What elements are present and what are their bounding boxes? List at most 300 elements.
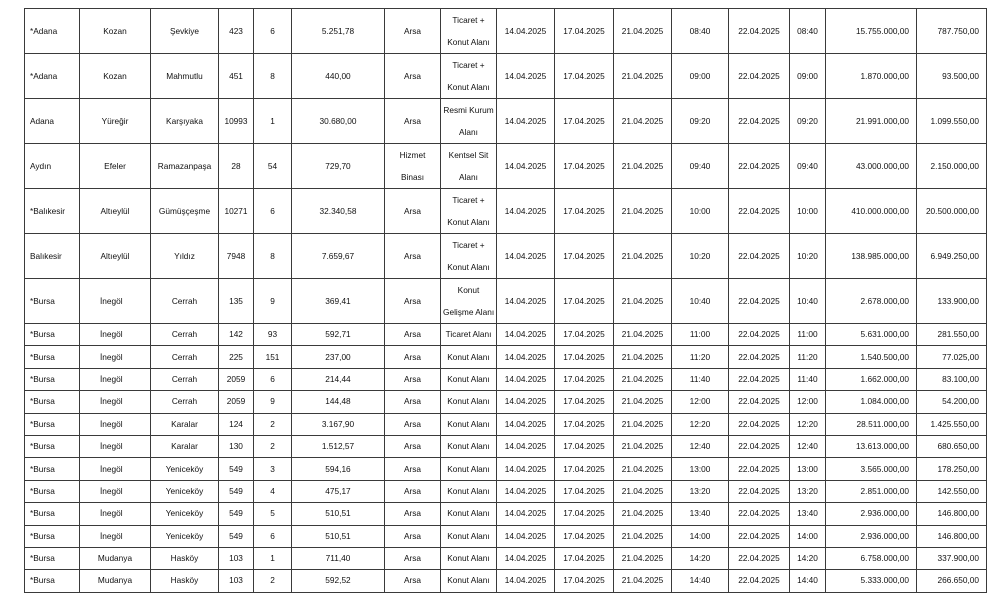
date2-cell: 17.04.2025	[555, 234, 614, 279]
date3-cell: 21.04.2025	[614, 570, 672, 592]
neighborhood-cell: Yeniceköy	[151, 458, 219, 480]
type-line: Binası	[400, 172, 425, 182]
date2-cell: 17.04.2025	[555, 54, 614, 99]
price-cell: 43.000.000,00	[826, 144, 917, 189]
parcel-cell: 93	[254, 324, 292, 346]
district-cell: İnegöl	[80, 503, 151, 525]
parcel-cell: 2	[254, 413, 292, 435]
date1-cell: 14.04.2025	[497, 346, 555, 368]
property-type-cell: Arsa	[385, 525, 441, 547]
deposit-cell: 178.250,00	[917, 458, 987, 480]
block-cell: 28	[219, 144, 254, 189]
zoning-line: Konut Alanı	[447, 553, 490, 564]
date2-cell: 17.04.2025	[555, 9, 614, 54]
city-cell: Balıkesir	[25, 234, 80, 279]
price-cell: 138.985.000,00	[826, 234, 917, 279]
block-cell: 549	[219, 458, 254, 480]
neighborhood-cell: Hasköy	[151, 570, 219, 592]
date3-cell: 21.04.2025	[614, 480, 672, 502]
area-cell: 729,70	[292, 144, 385, 189]
zoning-line: Konut Alanı	[447, 37, 490, 47]
block-cell: 103	[219, 547, 254, 569]
time1-cell: 08:40	[672, 9, 729, 54]
auction-date-cell: 22.04.2025	[729, 324, 790, 346]
zoning-line: Alanı	[459, 127, 478, 137]
table-row	[25, 570, 987, 592]
zoning-line: Konut Alanı	[447, 351, 490, 362]
deposit-cell: 1.099.550,00	[917, 99, 987, 144]
neighborhood-cell: Cerrah	[151, 324, 219, 346]
block-cell: 2059	[219, 368, 254, 390]
time1-cell: 11:40	[672, 368, 729, 390]
table-row	[25, 324, 987, 346]
table-row	[25, 547, 987, 569]
parcel-cell: 3	[254, 458, 292, 480]
zoning-line: Konut Alanı	[447, 508, 490, 519]
time1-cell: 14:40	[672, 570, 729, 592]
date2-cell: 17.04.2025	[555, 547, 614, 569]
price-cell: 28.511.000,00	[826, 413, 917, 435]
auction-date-cell: 22.04.2025	[729, 413, 790, 435]
deposit-cell: 266.650,00	[917, 570, 987, 592]
table-body	[25, 9, 987, 593]
district-cell: İnegöl	[80, 525, 151, 547]
date1-cell: 14.04.2025	[497, 279, 555, 324]
area-cell: 32.340,58	[292, 189, 385, 234]
zoning-line: Ticaret +	[452, 195, 485, 205]
block-cell: 549	[219, 503, 254, 525]
deposit-cell: 337.900,00	[917, 547, 987, 569]
auction-date-cell: 22.04.2025	[729, 570, 790, 592]
block-cell: 103	[219, 570, 254, 592]
zoning-cell	[441, 368, 497, 390]
zoning-cell	[441, 413, 497, 435]
date2-cell: 17.04.2025	[555, 391, 614, 413]
block-cell: 549	[219, 480, 254, 502]
auction-time-cell: 08:40	[790, 9, 826, 54]
time1-cell: 11:20	[672, 346, 729, 368]
property-type-cell: Arsa	[385, 346, 441, 368]
parcel-cell: 151	[254, 346, 292, 368]
date3-cell: 21.04.2025	[614, 189, 672, 234]
block-cell: 423	[219, 9, 254, 54]
zoning-line: Konut Alanı	[447, 530, 490, 541]
date2-cell: 17.04.2025	[555, 368, 614, 390]
block-cell: 124	[219, 413, 254, 435]
area-cell: 237,00	[292, 346, 385, 368]
auction-time-cell: 12:00	[790, 391, 826, 413]
zoning-line: Konut Alanı	[447, 485, 490, 496]
zoning-cell	[441, 547, 497, 569]
date2-cell: 17.04.2025	[555, 279, 614, 324]
zoning-line: Ticaret Alanı	[445, 329, 492, 340]
property-type-cell	[385, 144, 441, 189]
auction-date-cell: 22.04.2025	[729, 9, 790, 54]
auction-time-cell: 10:00	[790, 189, 826, 234]
table-row	[25, 234, 987, 279]
price-cell: 3.565.000,00	[826, 458, 917, 480]
date2-cell: 17.04.2025	[555, 99, 614, 144]
date2-cell: 17.04.2025	[555, 480, 614, 502]
date1-cell: 14.04.2025	[497, 54, 555, 99]
neighborhood-cell: Yeniceköy	[151, 503, 219, 525]
auction-time-cell: 10:40	[790, 279, 826, 324]
zoning-cell	[441, 99, 497, 144]
zoning-line: Resmi Kurum	[443, 105, 494, 115]
zoning-line: Alanı	[459, 172, 478, 182]
zoning-line: Konut	[457, 285, 480, 295]
time1-cell: 12:40	[672, 435, 729, 457]
price-cell: 1.870.000,00	[826, 54, 917, 99]
price-cell: 21.991.000,00	[826, 99, 917, 144]
deposit-cell: 83.100,00	[917, 368, 987, 390]
table-row	[25, 346, 987, 368]
zoning-cell	[441, 391, 497, 413]
parcel-cell: 54	[254, 144, 292, 189]
district-cell: İnegöl	[80, 368, 151, 390]
date1-cell: 14.04.2025	[497, 547, 555, 569]
district-cell: İnegöl	[80, 413, 151, 435]
zoning-line: Konut Alanı	[447, 463, 490, 474]
parcel-cell: 9	[254, 391, 292, 413]
block-cell: 135	[219, 279, 254, 324]
auction-time-cell: 09:00	[790, 54, 826, 99]
date2-cell: 17.04.2025	[555, 458, 614, 480]
zoning-line: Konut Alanı	[447, 441, 490, 452]
price-cell: 1.540.500,00	[826, 346, 917, 368]
table-row	[25, 368, 987, 390]
table-row	[25, 144, 987, 189]
auction-date-cell: 22.04.2025	[729, 234, 790, 279]
district-cell: İnegöl	[80, 391, 151, 413]
auction-date-cell: 22.04.2025	[729, 189, 790, 234]
date1-cell: 14.04.2025	[497, 324, 555, 346]
date3-cell: 21.04.2025	[614, 279, 672, 324]
date1-cell: 14.04.2025	[497, 413, 555, 435]
neighborhood-cell: Cerrah	[151, 346, 219, 368]
district-cell: İnegöl	[80, 458, 151, 480]
auction-date-cell: 22.04.2025	[729, 346, 790, 368]
time1-cell: 11:00	[672, 324, 729, 346]
parcel-cell: 2	[254, 435, 292, 457]
date3-cell: 21.04.2025	[614, 234, 672, 279]
auction-time-cell: 13:20	[790, 480, 826, 502]
zoning-line: Konut Alanı	[447, 262, 490, 272]
time1-cell: 14:00	[672, 525, 729, 547]
neighborhood-cell: Yeniceköy	[151, 480, 219, 502]
city-cell: *Bursa	[25, 570, 80, 592]
table-row	[25, 480, 987, 502]
date3-cell: 21.04.2025	[614, 99, 672, 144]
date3-cell: 21.04.2025	[614, 435, 672, 457]
date2-cell: 17.04.2025	[555, 570, 614, 592]
zoning-line: Gelişme Alanı	[443, 307, 495, 317]
parcel-cell: 8	[254, 54, 292, 99]
time1-cell: 12:20	[672, 413, 729, 435]
table-row	[25, 279, 987, 324]
auction-date-cell: 22.04.2025	[729, 368, 790, 390]
deposit-cell: 77.025,00	[917, 346, 987, 368]
neighborhood-cell: Karalar	[151, 435, 219, 457]
city-cell: *Balıkesir	[25, 189, 80, 234]
district-cell: İnegöl	[80, 324, 151, 346]
zoning-line: Konut Alanı	[447, 82, 490, 92]
auction-time-cell: 11:00	[790, 324, 826, 346]
parcel-cell: 8	[254, 234, 292, 279]
zoning-cell	[441, 570, 497, 592]
city-cell: *Bursa	[25, 525, 80, 547]
price-cell: 2.678.000,00	[826, 279, 917, 324]
neighborhood-cell: Cerrah	[151, 391, 219, 413]
area-cell: 144,48	[292, 391, 385, 413]
table-row	[25, 9, 987, 54]
city-cell: *Bursa	[25, 413, 80, 435]
auction-time-cell: 14:20	[790, 547, 826, 569]
property-type-cell: Arsa	[385, 503, 441, 525]
date3-cell: 21.04.2025	[614, 324, 672, 346]
date3-cell: 21.04.2025	[614, 9, 672, 54]
auction-time-cell: 13:40	[790, 503, 826, 525]
deposit-cell: 6.949.250,00	[917, 234, 987, 279]
auction-date-cell: 22.04.2025	[729, 547, 790, 569]
deposit-cell: 787.750,00	[917, 9, 987, 54]
city-cell: *Bursa	[25, 435, 80, 457]
neighborhood-cell: Yıldız	[151, 234, 219, 279]
date3-cell: 21.04.2025	[614, 503, 672, 525]
auction-time-cell: 13:00	[790, 458, 826, 480]
zoning-cell	[441, 346, 497, 368]
date1-cell: 14.04.2025	[497, 480, 555, 502]
date1-cell: 14.04.2025	[497, 234, 555, 279]
property-type-cell: Arsa	[385, 458, 441, 480]
zoning-line: Konut Alanı	[447, 396, 490, 407]
deposit-cell: 133.900,00	[917, 279, 987, 324]
price-cell: 410.000.000,00	[826, 189, 917, 234]
property-type-cell: Arsa	[385, 324, 441, 346]
city-cell: *Bursa	[25, 503, 80, 525]
price-cell: 6.758.000,00	[826, 547, 917, 569]
city-cell: *Bursa	[25, 480, 80, 502]
date1-cell: 14.04.2025	[497, 458, 555, 480]
date2-cell: 17.04.2025	[555, 189, 614, 234]
auction-date-cell: 22.04.2025	[729, 279, 790, 324]
area-cell: 440,00	[292, 54, 385, 99]
date3-cell: 21.04.2025	[614, 346, 672, 368]
date2-cell: 17.04.2025	[555, 324, 614, 346]
zoning-line: Konut Alanı	[447, 575, 490, 586]
table-row	[25, 54, 987, 99]
auction-date-cell: 22.04.2025	[729, 99, 790, 144]
area-cell: 7.659,67	[292, 234, 385, 279]
price-cell: 1.084.000,00	[826, 391, 917, 413]
neighborhood-cell: Gümüşçeşme	[151, 189, 219, 234]
date3-cell: 21.04.2025	[614, 368, 672, 390]
date1-cell: 14.04.2025	[497, 503, 555, 525]
block-cell: 10993	[219, 99, 254, 144]
zoning-line: Ticaret +	[452, 240, 485, 250]
property-type-cell: Arsa	[385, 234, 441, 279]
city-cell: *Bursa	[25, 346, 80, 368]
zoning-cell	[441, 324, 497, 346]
zoning-cell	[441, 144, 497, 189]
zoning-line: Konut Alanı	[447, 217, 490, 227]
auction-table-container	[24, 8, 987, 593]
time1-cell: 09:20	[672, 99, 729, 144]
district-cell: İnegöl	[80, 346, 151, 368]
auction-date-cell: 22.04.2025	[729, 144, 790, 189]
district-cell: İnegöl	[80, 279, 151, 324]
zoning-line: Konut Alanı	[447, 418, 490, 429]
district-cell: Mudanya	[80, 547, 151, 569]
zoning-line: Kentsel Sit	[448, 150, 489, 160]
zoning-cell	[441, 458, 497, 480]
city-cell: *Bursa	[25, 391, 80, 413]
time1-cell: 10:40	[672, 279, 729, 324]
date1-cell: 14.04.2025	[497, 189, 555, 234]
time1-cell: 09:00	[672, 54, 729, 99]
zoning-cell	[441, 9, 497, 54]
city-cell: Aydın	[25, 144, 80, 189]
district-cell: İnegöl	[80, 480, 151, 502]
zoning-cell	[441, 279, 497, 324]
district-cell: Altıeylül	[80, 189, 151, 234]
table-row	[25, 435, 987, 457]
district-cell: İnegöl	[80, 435, 151, 457]
date2-cell: 17.04.2025	[555, 525, 614, 547]
price-cell: 13.613.000,00	[826, 435, 917, 457]
price-cell: 15.755.000,00	[826, 9, 917, 54]
neighborhood-cell: Ramazanpaşa	[151, 144, 219, 189]
zoning-cell	[441, 480, 497, 502]
zoning-cell	[441, 435, 497, 457]
property-type-cell: Arsa	[385, 54, 441, 99]
district-cell: Mudanya	[80, 570, 151, 592]
date3-cell: 21.04.2025	[614, 54, 672, 99]
price-cell: 5.333.000,00	[826, 570, 917, 592]
parcel-cell: 6	[254, 189, 292, 234]
parcel-cell: 5	[254, 503, 292, 525]
zoning-cell	[441, 503, 497, 525]
neighborhood-cell: Yeniceköy	[151, 525, 219, 547]
deposit-cell: 680.650,00	[917, 435, 987, 457]
property-auction-table	[24, 8, 987, 593]
zoning-line: Ticaret +	[452, 60, 485, 70]
date3-cell: 21.04.2025	[614, 413, 672, 435]
city-cell: *Bursa	[25, 324, 80, 346]
city-cell: *Bursa	[25, 368, 80, 390]
deposit-cell: 146.800,00	[917, 525, 987, 547]
auction-time-cell: 12:40	[790, 435, 826, 457]
time1-cell: 09:40	[672, 144, 729, 189]
parcel-cell: 2	[254, 570, 292, 592]
date1-cell: 14.04.2025	[497, 391, 555, 413]
auction-time-cell: 09:40	[790, 144, 826, 189]
area-cell: 214,44	[292, 368, 385, 390]
property-type-cell: Arsa	[385, 99, 441, 144]
price-cell: 2.936.000,00	[826, 503, 917, 525]
parcel-cell: 1	[254, 99, 292, 144]
property-type-cell: Arsa	[385, 413, 441, 435]
table-row	[25, 413, 987, 435]
neighborhood-cell: Cerrah	[151, 368, 219, 390]
time1-cell: 13:40	[672, 503, 729, 525]
area-cell: 510,51	[292, 525, 385, 547]
auction-time-cell: 12:20	[790, 413, 826, 435]
block-cell: 549	[219, 525, 254, 547]
date3-cell: 21.04.2025	[614, 525, 672, 547]
property-type-cell: Arsa	[385, 547, 441, 569]
date3-cell: 21.04.2025	[614, 458, 672, 480]
type-line: Hizmet	[399, 150, 426, 160]
table-row	[25, 503, 987, 525]
block-cell: 7948	[219, 234, 254, 279]
area-cell: 475,17	[292, 480, 385, 502]
price-cell: 2.851.000,00	[826, 480, 917, 502]
district-cell: Kozan	[80, 54, 151, 99]
parcel-cell: 6	[254, 368, 292, 390]
deposit-cell: 281.550,00	[917, 324, 987, 346]
zoning-cell	[441, 54, 497, 99]
neighborhood-cell: Karalar	[151, 413, 219, 435]
auction-date-cell: 22.04.2025	[729, 54, 790, 99]
date1-cell: 14.04.2025	[497, 99, 555, 144]
deposit-cell: 2.150.000,00	[917, 144, 987, 189]
date1-cell: 14.04.2025	[497, 570, 555, 592]
date2-cell: 17.04.2025	[555, 435, 614, 457]
area-cell: 510,51	[292, 503, 385, 525]
date2-cell: 17.04.2025	[555, 346, 614, 368]
block-cell: 142	[219, 324, 254, 346]
time1-cell: 12:00	[672, 391, 729, 413]
block-cell: 2059	[219, 391, 254, 413]
date3-cell: 21.04.2025	[614, 391, 672, 413]
property-type-cell: Arsa	[385, 391, 441, 413]
auction-date-cell: 22.04.2025	[729, 525, 790, 547]
parcel-cell: 6	[254, 525, 292, 547]
parcel-cell: 4	[254, 480, 292, 502]
table-row	[25, 391, 987, 413]
city-cell: *Bursa	[25, 458, 80, 480]
auction-time-cell: 09:20	[790, 99, 826, 144]
area-cell: 1.512,57	[292, 435, 385, 457]
area-cell: 369,41	[292, 279, 385, 324]
date2-cell: 17.04.2025	[555, 503, 614, 525]
neighborhood-cell: Cerrah	[151, 279, 219, 324]
block-cell: 130	[219, 435, 254, 457]
date1-cell: 14.04.2025	[497, 525, 555, 547]
city-cell: *Adana	[25, 54, 80, 99]
property-type-cell: Arsa	[385, 9, 441, 54]
auction-date-cell: 22.04.2025	[729, 435, 790, 457]
deposit-cell: 54.200,00	[917, 391, 987, 413]
date1-cell: 14.04.2025	[497, 9, 555, 54]
parcel-cell: 1	[254, 547, 292, 569]
city-cell: *Adana	[25, 9, 80, 54]
price-cell: 2.936.000,00	[826, 525, 917, 547]
auction-time-cell: 14:00	[790, 525, 826, 547]
area-cell: 592,71	[292, 324, 385, 346]
area-cell: 5.251,78	[292, 9, 385, 54]
price-cell: 5.631.000,00	[826, 324, 917, 346]
area-cell: 30.680,00	[292, 99, 385, 144]
time1-cell: 14:20	[672, 547, 729, 569]
auction-time-cell: 11:40	[790, 368, 826, 390]
property-type-cell: Arsa	[385, 368, 441, 390]
deposit-cell: 20.500.000,00	[917, 189, 987, 234]
date2-cell: 17.04.2025	[555, 413, 614, 435]
auction-time-cell: 14:40	[790, 570, 826, 592]
auction-date-cell: 22.04.2025	[729, 391, 790, 413]
